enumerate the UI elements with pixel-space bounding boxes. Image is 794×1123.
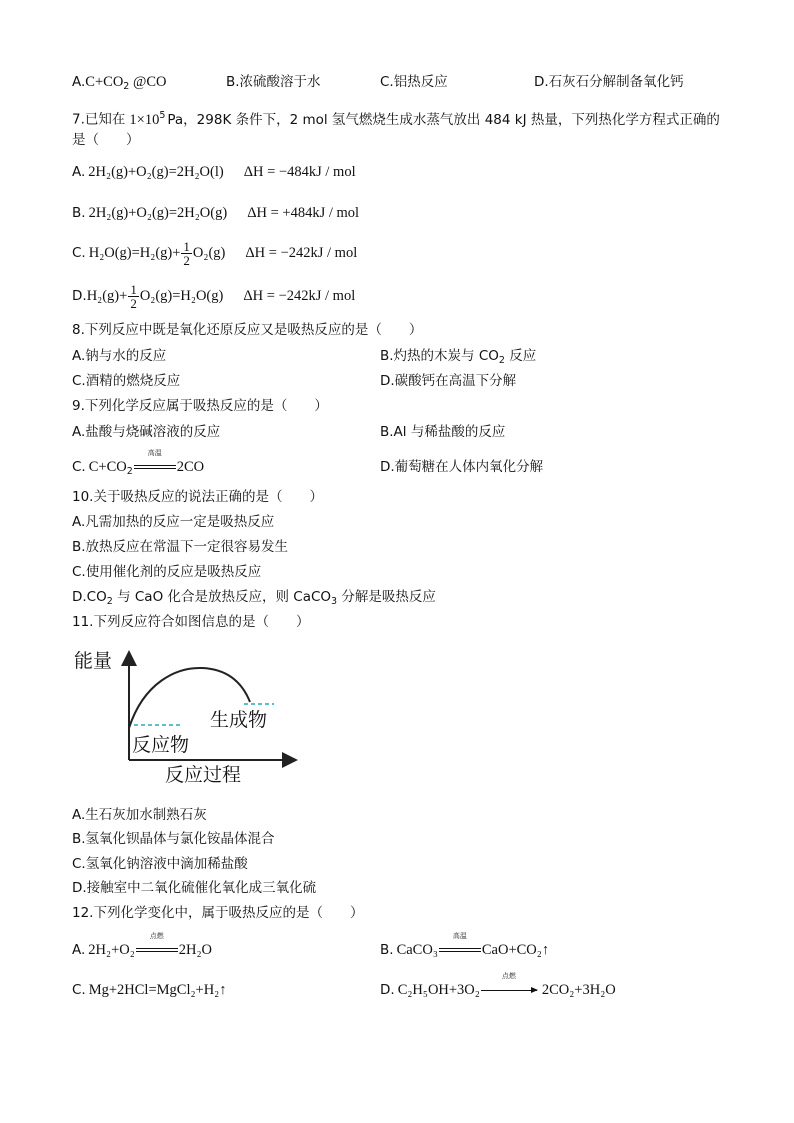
q6-option-a-sub: 2 bbox=[123, 81, 130, 92]
reactant-label: 反应物 bbox=[132, 734, 190, 756]
q10-option-d-a: D.CO bbox=[72, 589, 107, 605]
q8-option-b bbox=[380, 347, 536, 370]
condition-text: 高温 bbox=[452, 932, 467, 940]
q12-option-c-label: C. bbox=[72, 982, 86, 998]
q6-option-d: D.石灰石分解制备氧化钙 bbox=[534, 74, 684, 90]
q12-option-d bbox=[380, 972, 616, 999]
equal-bar bbox=[134, 465, 176, 469]
q12-option-b-condition bbox=[439, 932, 481, 959]
q8-option-d: D.碳酸钙在高温下分解 bbox=[380, 373, 517, 389]
q7-option-a-label: A. bbox=[72, 164, 86, 180]
q7-stem-sci: 1×10 bbox=[129, 111, 160, 128]
q10-option-d-sub2: 3 bbox=[331, 596, 338, 607]
q7-option-b-dh: ΔH = +484kJ / mol bbox=[247, 205, 360, 221]
q8-option-a: A.钠与水的反应 bbox=[72, 348, 167, 364]
q6-option-a-label: A. bbox=[72, 74, 86, 90]
q12-option-b-label: B. bbox=[380, 942, 394, 958]
condition-text: 高温 bbox=[147, 449, 162, 457]
condition-text: 点燃 bbox=[149, 932, 164, 940]
q6-option-b: B.浓硫酸溶于水 bbox=[226, 74, 321, 90]
q9-option-c-condition bbox=[134, 449, 176, 476]
q7-option-c-dh: ΔH = −242kJ / mol bbox=[245, 245, 358, 261]
energy-axis-label: 能量 bbox=[74, 650, 113, 672]
q10-option-c: C.使用催化剂的反应是吸热反应 bbox=[72, 564, 262, 580]
q10-option-d-sub1: 2 bbox=[106, 596, 113, 607]
q7-option-c-label: C. bbox=[72, 245, 86, 261]
q7-option-a-eq: 2H₂(g)+O₂(g)=2H₂O(l) bbox=[88, 164, 224, 180]
q10-option-d-c: 分解是吸热反应 bbox=[337, 589, 436, 605]
q9-stem: 9.下列化学反应属于吸热反应的是（ ） bbox=[72, 398, 328, 414]
q11-option-c: C.氢氧化钠溶液中滴加稀盐酸 bbox=[72, 856, 248, 872]
q7-option-d-dh: ΔH = −242kJ / mol bbox=[243, 288, 356, 304]
q9-option-b: B.Al 与稀盐酸的反应 bbox=[380, 424, 506, 440]
equal-bar bbox=[136, 948, 178, 952]
fraction-numerator: 1 bbox=[183, 238, 190, 254]
q9-option-d: D.葡萄糖在人体内氧化分解 bbox=[380, 459, 544, 475]
q12-option-c-eq: Mg+2HCl=MgCl₂+H₂↑ bbox=[88, 982, 227, 998]
q12-option-d-a: C₂H₅OH+3O₂ bbox=[397, 982, 480, 998]
q7-option-a-dh: ΔH = −484kJ / mol bbox=[243, 164, 356, 180]
q12-option-a-b: 2H₂O bbox=[178, 942, 213, 958]
reaction-arrow bbox=[481, 990, 537, 991]
q12-option-d-condition bbox=[481, 972, 537, 999]
q7-option-d-label: D. bbox=[72, 288, 87, 304]
q8-option-b-b: 反应 bbox=[504, 348, 537, 364]
q12-option-b-b: CaO+CO₂↑ bbox=[481, 942, 550, 958]
q12-option-a-a: 2H₂+O₂ bbox=[88, 942, 135, 958]
q7-option-d-eq-a: H₂(g)+ bbox=[86, 288, 128, 304]
q7-option-d-eq-b: O₂(g)=H₂O(g) bbox=[139, 288, 224, 304]
q9-option-c-a: C+CO bbox=[88, 459, 127, 475]
fraction-denominator: 2 bbox=[183, 252, 190, 268]
q8-option-b-a: B.灼热的木炭与 CO bbox=[380, 348, 499, 364]
q12-option-d-b: 2CO₂+3H₂O bbox=[541, 982, 616, 998]
q7-option-d-fraction bbox=[128, 283, 139, 310]
q12-option-a-condition bbox=[136, 932, 178, 959]
q11-option-a: A.生石灰加水制熟石灰 bbox=[72, 807, 207, 823]
q7-stem-line1 bbox=[72, 107, 720, 129]
q6-option-a-formula: C+CO bbox=[85, 74, 124, 90]
q7-stem-exp: 5 bbox=[159, 110, 166, 121]
q9-option-c-b: 2CO bbox=[176, 459, 205, 475]
q7-option-d bbox=[72, 281, 355, 311]
reaction-process-axis-label: 反应过程 bbox=[165, 764, 242, 786]
q9-option-c-sub: 2 bbox=[126, 466, 133, 477]
q11-option-b: B.氢氧化钡晶体与氯化铵晶体混合 bbox=[72, 831, 275, 847]
product-label: 生成物 bbox=[210, 709, 268, 731]
equal-bar bbox=[439, 948, 481, 952]
q9-option-a: A.盐酸与烧碱溶液的反应 bbox=[72, 424, 221, 440]
q12-stem: 12.下列化学变化中，属于吸热反应的是（ ） bbox=[72, 905, 364, 921]
q6-option-c: C.铝热反应 bbox=[380, 74, 448, 90]
q7-option-a bbox=[72, 163, 356, 181]
fraction-numerator: 1 bbox=[130, 281, 137, 297]
q6-option-a-post: @CO bbox=[129, 74, 167, 90]
q8-option-c: C.酒精的燃烧反应 bbox=[72, 373, 181, 389]
q11-stem: 11.下列反应符合如图信息的是（ ） bbox=[72, 614, 310, 630]
q12-option-a bbox=[72, 932, 213, 959]
q7-option-c-eq-a: H₂O(g)=H₂(g)+ bbox=[88, 245, 181, 261]
q6-option-a bbox=[72, 73, 166, 96]
energy-diagram bbox=[72, 642, 312, 797]
q12-option-a-label: A. bbox=[72, 942, 86, 958]
q10-option-d-b: 与 CaO 化合是放热反应，则 CaCO bbox=[112, 589, 332, 605]
q7-stem-b: Pa，298K 条件下，2 mol 氢气燃烧生成水蒸气放出 484 kJ 热量，下列热化学方程式正确的 bbox=[167, 111, 720, 128]
q8-stem: 8.下列反应中既是氧化还原反应又是吸热反应的是（ ） bbox=[72, 322, 423, 338]
q10-option-b: B.放热反应在常温下一定很容易发生 bbox=[72, 539, 289, 555]
q7-stem-line2: 是（ ） bbox=[72, 132, 140, 148]
q12-option-c bbox=[72, 981, 227, 999]
q7-option-c-eq-b: O₂(g) bbox=[192, 245, 226, 261]
q10-stem: 10.关于吸热反应的说法正确的是（ ） bbox=[72, 489, 323, 505]
fraction-denominator: 2 bbox=[130, 295, 137, 311]
q12-option-b bbox=[380, 932, 550, 959]
q11-option-d: D.接触室中二氧化硫催化氧化成三氧化硫 bbox=[72, 880, 317, 896]
condition-text: 点燃 bbox=[501, 972, 516, 980]
q7-stem-a: 7.已知在 bbox=[72, 111, 126, 128]
q7-option-b-label: B. bbox=[72, 205, 86, 221]
q9-option-c bbox=[72, 449, 205, 481]
q10-option-a: A.凡需加热的反应一定是吸热反应 bbox=[72, 514, 275, 530]
q8-option-b-sub: 2 bbox=[498, 355, 505, 366]
q7-option-b-eq: 2H₂(g)+O₂(g)=2H₂O(g) bbox=[88, 205, 228, 221]
q12-option-d-label: D. bbox=[380, 982, 395, 998]
q7-option-b bbox=[72, 204, 359, 222]
q7-option-c bbox=[72, 238, 357, 268]
q12-option-b-a: CaCO₃ bbox=[396, 942, 438, 958]
q7-option-c-fraction bbox=[181, 240, 192, 267]
q9-option-c-label: C. bbox=[72, 459, 86, 475]
q10-option-d bbox=[72, 588, 436, 611]
